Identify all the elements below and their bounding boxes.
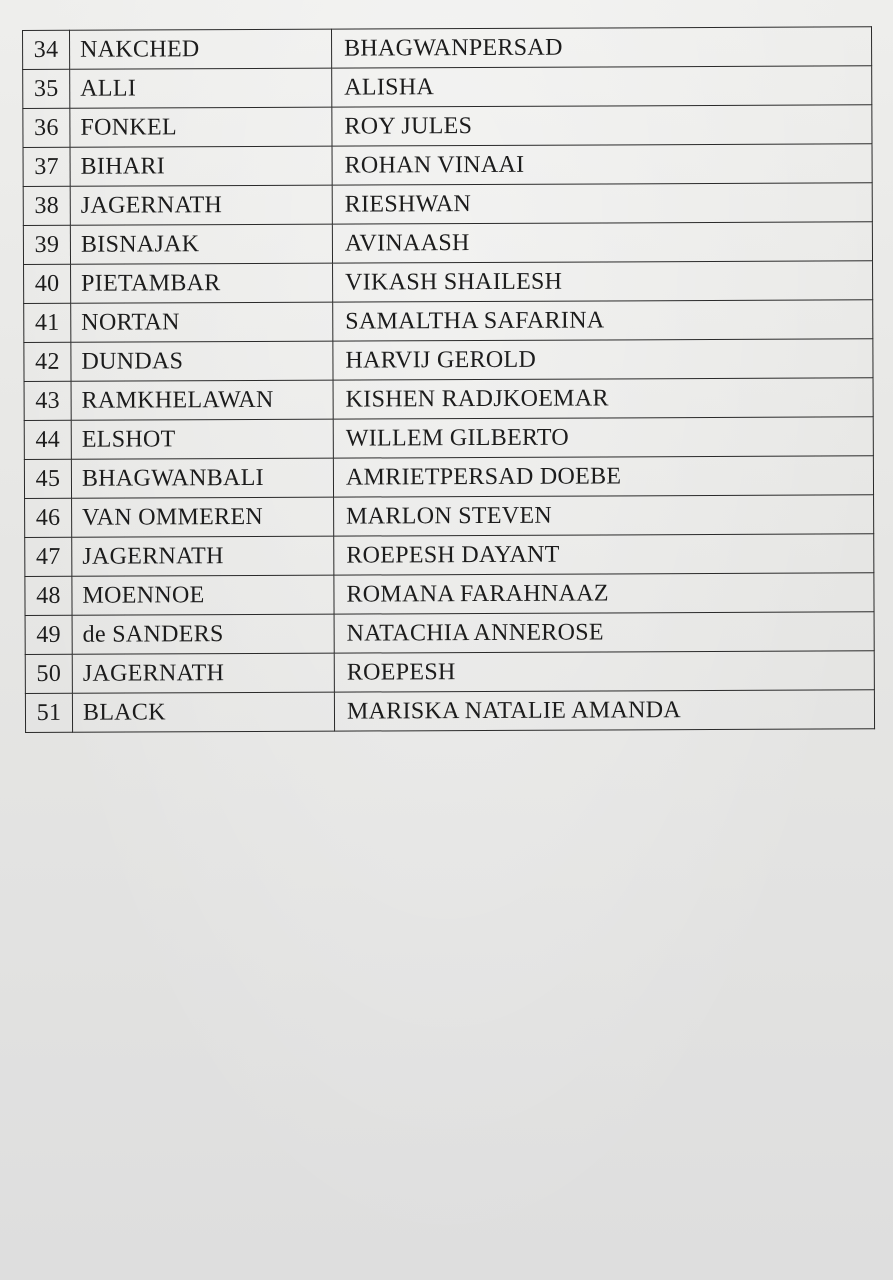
table-row bbox=[24, 378, 873, 421]
row-number: 44 bbox=[24, 420, 71, 459]
given-names-cell: VIKASH SHAILESH bbox=[333, 261, 873, 302]
name-list-table bbox=[22, 26, 875, 733]
table-row bbox=[24, 339, 873, 382]
row-number: 45 bbox=[24, 459, 71, 498]
table-row bbox=[24, 417, 873, 460]
surname-cell: VAN OMMEREN bbox=[72, 497, 334, 537]
surname-cell: MOENNOE bbox=[72, 575, 334, 615]
given-names-cell: ROEPESH DAYANT bbox=[334, 534, 874, 575]
row-number: 37 bbox=[23, 147, 70, 186]
given-names-cell: ROMANA FARAHNAAZ bbox=[334, 573, 874, 614]
given-names-cell: KISHEN RADJKOEMAR bbox=[333, 378, 873, 419]
table-row bbox=[25, 690, 874, 733]
name-list-body bbox=[23, 27, 875, 733]
surname-cell: NORTAN bbox=[71, 302, 333, 342]
table-row bbox=[23, 183, 872, 226]
row-number: 35 bbox=[23, 69, 70, 108]
given-names-cell: MARLON STEVEN bbox=[334, 495, 874, 536]
row-number: 40 bbox=[24, 264, 71, 303]
given-names-cell: ROEPESH bbox=[334, 651, 874, 692]
given-names-cell: ROY JULES bbox=[332, 105, 872, 146]
surname-cell: de SANDERS bbox=[72, 614, 334, 654]
surname-cell: BIHARI bbox=[70, 146, 332, 186]
row-number: 46 bbox=[25, 498, 72, 537]
given-names-cell: HARVIJ GEROLD bbox=[333, 339, 873, 380]
table-row bbox=[23, 144, 872, 187]
given-names-cell: NATACHIA ANNEROSE bbox=[334, 612, 874, 653]
table-row bbox=[24, 261, 873, 304]
surname-cell: FONKEL bbox=[70, 107, 332, 147]
surname-cell: JAGERNATH bbox=[72, 653, 334, 693]
row-number: 39 bbox=[23, 225, 70, 264]
table-row bbox=[23, 66, 872, 109]
table-row bbox=[24, 456, 873, 499]
given-names-cell: ROHAN VINAAI bbox=[332, 144, 872, 185]
row-number: 48 bbox=[25, 576, 72, 615]
table-row bbox=[25, 495, 874, 538]
surname-cell: PIETAMBAR bbox=[71, 263, 333, 303]
table-row bbox=[23, 105, 872, 148]
given-names-cell: WILLEM GILBERTO bbox=[333, 417, 873, 458]
row-number: 47 bbox=[25, 537, 72, 576]
surname-cell: JAGERNATH bbox=[70, 185, 332, 225]
row-number: 51 bbox=[25, 693, 72, 732]
row-number: 50 bbox=[25, 654, 72, 693]
table-row bbox=[23, 222, 872, 265]
row-number: 41 bbox=[24, 303, 71, 342]
surname-cell: RAMKHELAWAN bbox=[71, 380, 333, 420]
given-names-cell: ALISHA bbox=[332, 66, 872, 107]
surname-cell: NAKCHED bbox=[70, 29, 332, 69]
table-row bbox=[25, 651, 874, 694]
surname-cell: ALLI bbox=[70, 68, 332, 108]
surname-cell: ELSHOT bbox=[71, 419, 333, 459]
table-row bbox=[25, 573, 874, 616]
row-number: 49 bbox=[25, 615, 72, 654]
row-number: 43 bbox=[24, 381, 71, 420]
surname-cell: DUNDAS bbox=[71, 341, 333, 381]
row-number: 34 bbox=[23, 30, 70, 69]
surname-cell: BLACK bbox=[72, 692, 334, 732]
surname-cell: BISNAJAK bbox=[70, 224, 332, 264]
surname-cell: JAGERNATH bbox=[72, 536, 334, 576]
table-row bbox=[25, 534, 874, 577]
given-names-cell: BHAGWANPERSAD bbox=[331, 27, 871, 68]
given-names-cell: AMRIETPERSAD DOEBE bbox=[333, 456, 873, 497]
given-names-cell: SAMALTHA SAFARINA bbox=[333, 300, 873, 341]
table-row bbox=[23, 27, 872, 70]
given-names-cell: MARISKA NATALIE AMANDA bbox=[334, 690, 874, 731]
given-names-cell: RIESHWAN bbox=[332, 183, 872, 224]
row-number: 38 bbox=[23, 186, 70, 225]
row-number: 42 bbox=[24, 342, 71, 381]
row-number: 36 bbox=[23, 108, 70, 147]
surname-cell: BHAGWANBALI bbox=[71, 458, 333, 498]
table-row bbox=[24, 300, 873, 343]
table-row bbox=[25, 612, 874, 655]
given-names-cell: AVINAASH bbox=[332, 222, 872, 263]
